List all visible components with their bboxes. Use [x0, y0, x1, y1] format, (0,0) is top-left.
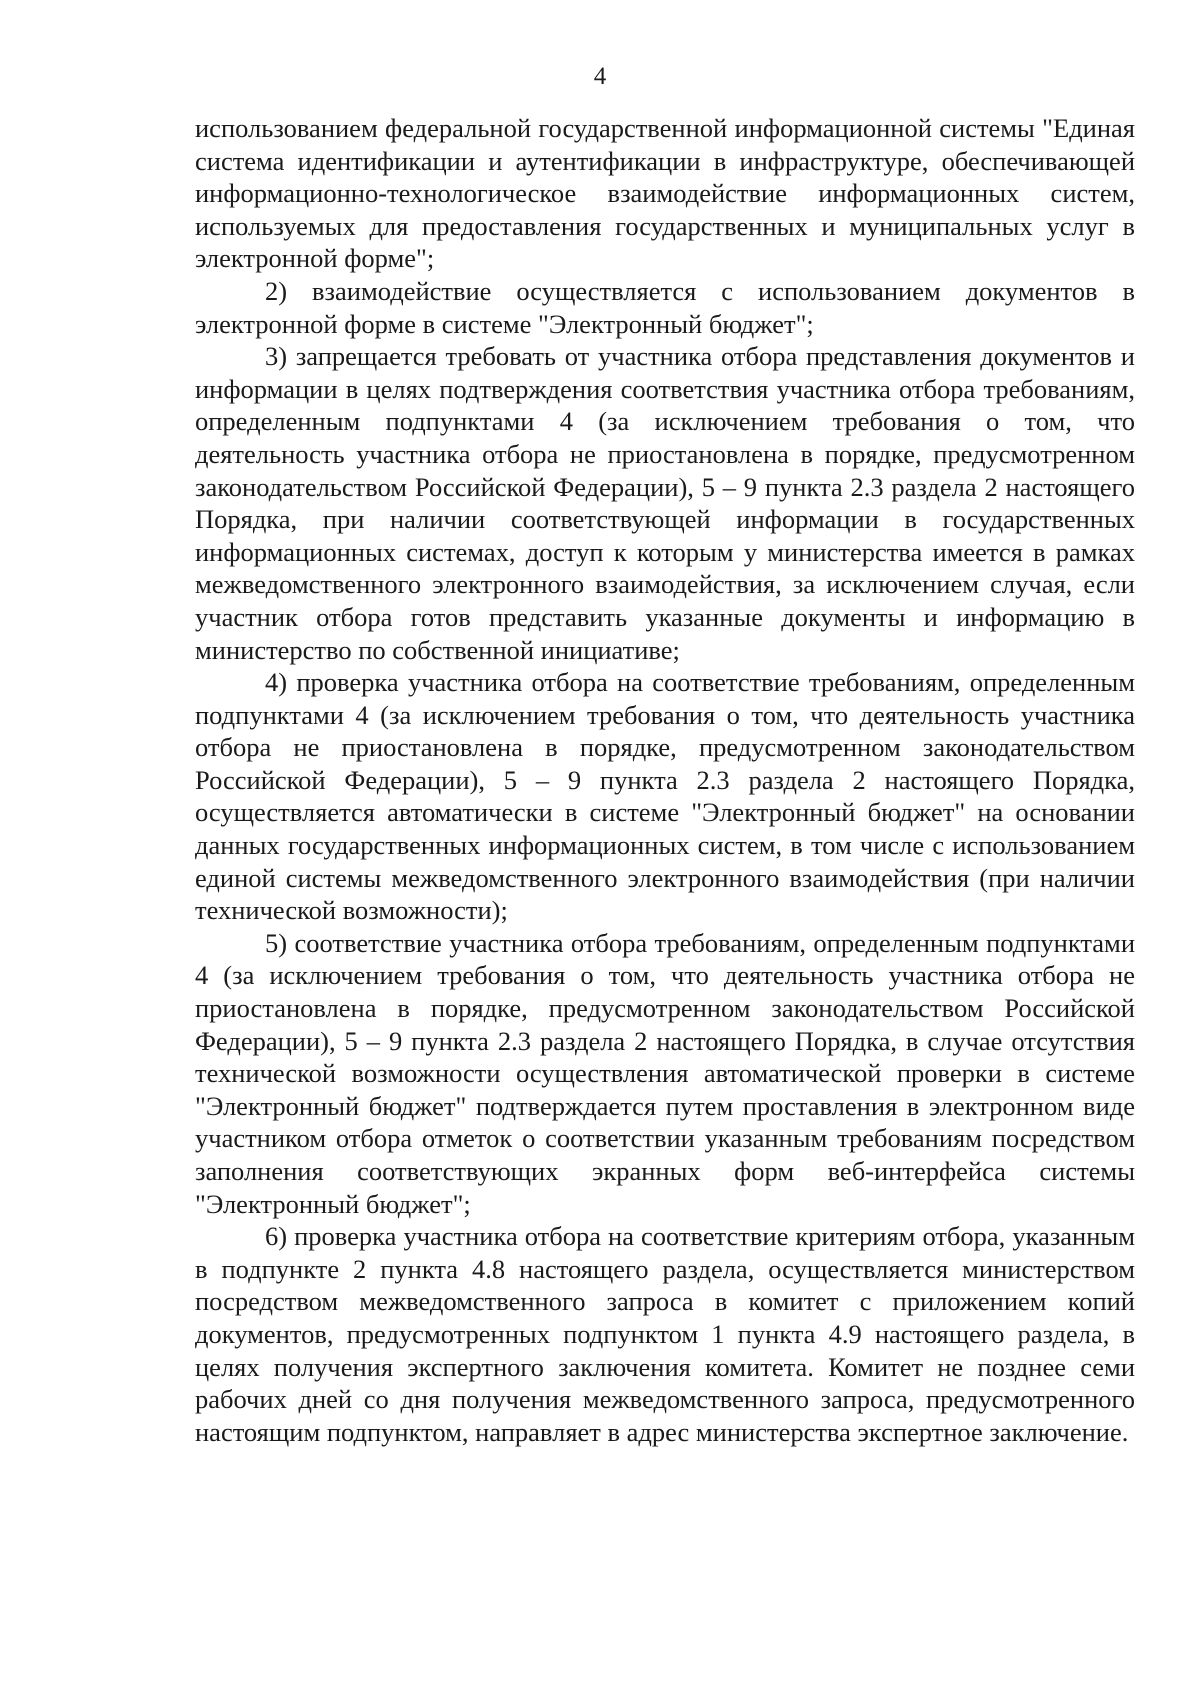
paragraph-item-3: 3) запрещается требовать от участника отбора представления документов и информации в целях подтверждения соответствия участника отбора требованиям, определенным подпунктами 4 (за исключением требования о том, что деятельность участника отбора не приостановлена в порядке, предусмотренном законодательством Российской Федерации), 5 – 9 пункта 2.3 раздела 2 настоящего Порядка, при наличии соответствующей информации в государственных информационных системах, доступ к которым у министерства имеется в рамках межведомственного электронного взаимодействия, за исключением случая, если участник отбора готов представить указанные документы и информацию в министерство по собственной инициативе; — [195, 341, 1135, 665]
paragraph-continuation: использованием федеральной государственной информационной системы "Единая система идентификации и аутентификации в инфраструктуре, обеспечивающей информационно-технологическое взаимодействие информационных систем, используемых для предоставления государственных и муниципальных услуг в электронной форме"; — [195, 113, 1135, 274]
paragraph-item-2: 2) взаимодействие осуществляется с использованием документов в электронной форме в системе "Электронный бюджет"; — [195, 275, 1135, 339]
document-body — [195, 112, 1135, 1448]
paragraph-item-5: 5) соответствие участника отбора требованиям, определенным подпунктами 4 (за исключением требования о том, что деятельность участника отбора не приостановлена в порядке, предусмотренном законодательством Российской Федерации), 5 – 9 пункта 2.3 раздела 2 настоящего Порядка, в случае отсутствия технической возможности осуществления автоматической проверки в системе "Электронный бюджет" подтверждается путем проставления в электронном виде участником отбора отметок о соответствии указанным требованиям посредством заполнения соответствующих экранных форм веб-интерфейса системы "Электронный бюджет"; — [195, 927, 1135, 1219]
page-number: 4 — [593, 63, 607, 90]
paragraph-item-4: 4) проверка участника отбора на соответствие требованиям, определенным подпунктами 4 (за исключением требования о том, что деятельность участника отбора не приостановлена в порядке, предусмотренном законодательством Российской Федерации), 5 – 9 пункта 2.3 раздела 2 настоящего Порядка, осуществляется автоматически в системе "Электронный бюджет" на основании данных государственных информационных систем, в том числе с использованием единой системы межведомственного электронного взаимодействия (при наличии технической возможности); — [195, 667, 1135, 926]
paragraph-item-6: 6) проверка участника отбора на соответствие критериям отбора, указанным в подпункте 2 пункта 4.8 настоящего раздела, осуществляется министерством посредством межведомственного запроса в комитет с приложением копий документов, предусмотренных подпунктом 1 пункта 4.9 настоящего раздела, в целях получения экспертного заключения комитета. Комитет не позднее семи рабочих дней со дня получения межведомственного запроса, предусмотренного настоящим подпунктом, направляет в адрес министерства экспертное заключение. — [195, 1221, 1135, 1447]
